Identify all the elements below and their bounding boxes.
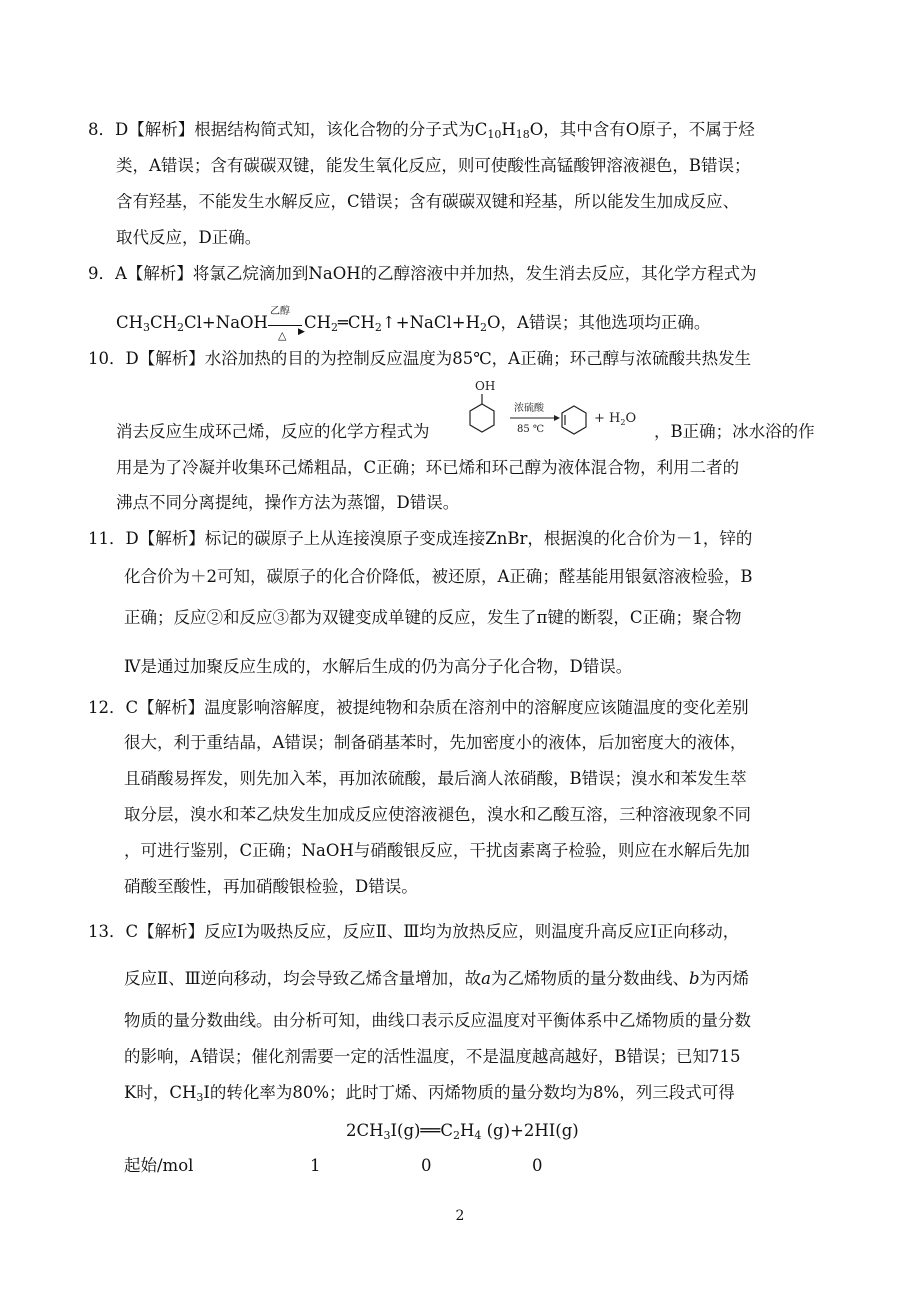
q13-line-4: 的影响，A错误；催化剂需要一定的活性温度，不是温度越高越好，B错误；已知715	[124, 1047, 741, 1066]
q13-equation: $2CH_3I(g)══C_2H_4$ (g)+2HI(g)	[346, 1121, 579, 1142]
q10-line-2b: ，B正确；冰水浴的作	[654, 422, 815, 441]
q13-line-2: 反应Ⅱ、Ⅲ逆向移动，均会导致乙烯含量增加，故a为乙烯物质的量分数曲线、b为丙烯	[124, 969, 750, 988]
q10-line-4: 沸点不同分离提纯，操作方法为蒸馏，D错误。	[116, 493, 460, 512]
q13-line-3: 物质的量分数曲线。由分析可知，曲线口表示反应温度对平衡体系中乙烯物质的量分数	[124, 1011, 751, 1030]
condition-acid: 浓硫酸	[514, 403, 544, 414]
q8-line-1: 8．D【解析】根据结构简式知，该化合物的分子式为$C_{10}H_{18}O$，其中含有O原子，不属于烃	[88, 120, 755, 141]
three-stage-start-value-3: 0	[532, 1156, 543, 1175]
three-stage-start-value-2: 0	[421, 1156, 432, 1175]
arrow-head-icon: ▶	[297, 327, 305, 337]
q9-equation: $CH_3CH_2Cl+NaOH$ 乙醇 ▶ △ $CH_2═CH_2↑+NaCl+H_2O$，A错误；其他选项均正确。	[116, 306, 711, 342]
q11-line-1: 11．D【解析】标记的碳原子上从连接溴原子变成连接ZnBr，根据溴的化合价为－1，锌的	[88, 529, 753, 548]
q8-line-3: 含有羟基，不能发生水解反应，C错误；含有碳碳双键和羟基，所以能发生加成反应、	[116, 192, 740, 211]
q13-line-5: K时，$CH_3I$的转化率为80%；此时丁烯、丙烯物质的量分数均为8%，列三段式可得	[124, 1083, 735, 1104]
q12-line-4: 取分层，溴水和苯乙炔发生加成反应使溶液褪色，溴水和乙酸互溶，三种溶液现象不同	[124, 805, 751, 824]
water-product: + $H_2O$	[594, 411, 637, 427]
q8-line-2: 类，A错误；含有碳碳双键，能发生氧化反应，则可使酸性高锰酸钾溶液褪色，B错误；	[116, 156, 751, 175]
q12-line-1: 12．C【解析】温度影响溶解度，被提纯物和杂质在溶剂中的溶解度应该随温度的变化差别	[88, 698, 749, 717]
q12-line-3: 且硝酸易挥发，则先加入苯，再加浓硫酸，最后滴人浓硝酸，B错误；溴水和苯发生萃	[124, 769, 747, 788]
three-stage-start-value-1: 1	[310, 1156, 321, 1175]
q12-line-5: ，可进行鉴别，C正确；NaOH与硝酸银反应，干扰卤素离子检验，则应在水解后先加	[124, 841, 750, 860]
q11-line-4: Ⅳ是通过加聚反应生成的，水解后生成的仍为高分子化合物，D错误。	[124, 657, 633, 676]
three-stage-start-label: 起始/mol	[124, 1156, 194, 1175]
cyclohexanol-structure	[470, 394, 494, 432]
cyclohexanol-reaction-scheme	[462, 376, 652, 442]
q12-line-2: 很大，利于重结晶，A错误；制备硝基苯时，先加密度小的液体，后加密度大的液体，	[124, 733, 747, 752]
q11-line-3: 正确；反应②和反应③都为双键变成单键的反应，发生了π键的断裂，C正确；聚合物	[124, 608, 742, 627]
q13-line-1: 13．C【解析】反应Ⅰ为吸热反应，反应Ⅱ、Ⅲ均为放热反应，则温度升高反应Ⅰ正向移动，	[88, 922, 740, 941]
q8-line-4: 取代反应，D正确。	[116, 228, 262, 247]
q10-line-1: 10．D【解析】水浴加热的目的为控制反应温度为85℃，A正确；环己醇与浓硫酸共热发生	[88, 349, 752, 368]
page-number: 2	[455, 1208, 465, 1224]
q10-line-2a: 消去反应生成环己烯，反应的化学方程式为	[116, 422, 430, 441]
q11-line-2: 化合价为＋2可知，碳原子的化合价降低，被还原，A正确；醛基能用银氨溶液检验，B	[124, 567, 753, 586]
oh-group-label: OH	[475, 379, 496, 393]
cyclohexene-structure	[562, 406, 586, 434]
q9-line-1: 9．A【解析】将氯乙烷滴加到NaOH的乙醇溶液中并加热，发生消去反应，其化学方程式为	[88, 264, 757, 283]
reaction-arrow	[510, 415, 560, 421]
reaction-arrow: 乙醇 ▶ △	[269, 306, 305, 342]
q12-line-6: 硝酸至酸性，再加硝酸银检验，D错误。	[124, 877, 418, 896]
q10-line-3: 用是为了冷凝并收集环己烯粗品，C正确；环已烯和环己醇为液体混合物，利用二者的	[116, 458, 740, 477]
condition-temp: 85 ℃	[517, 424, 545, 435]
